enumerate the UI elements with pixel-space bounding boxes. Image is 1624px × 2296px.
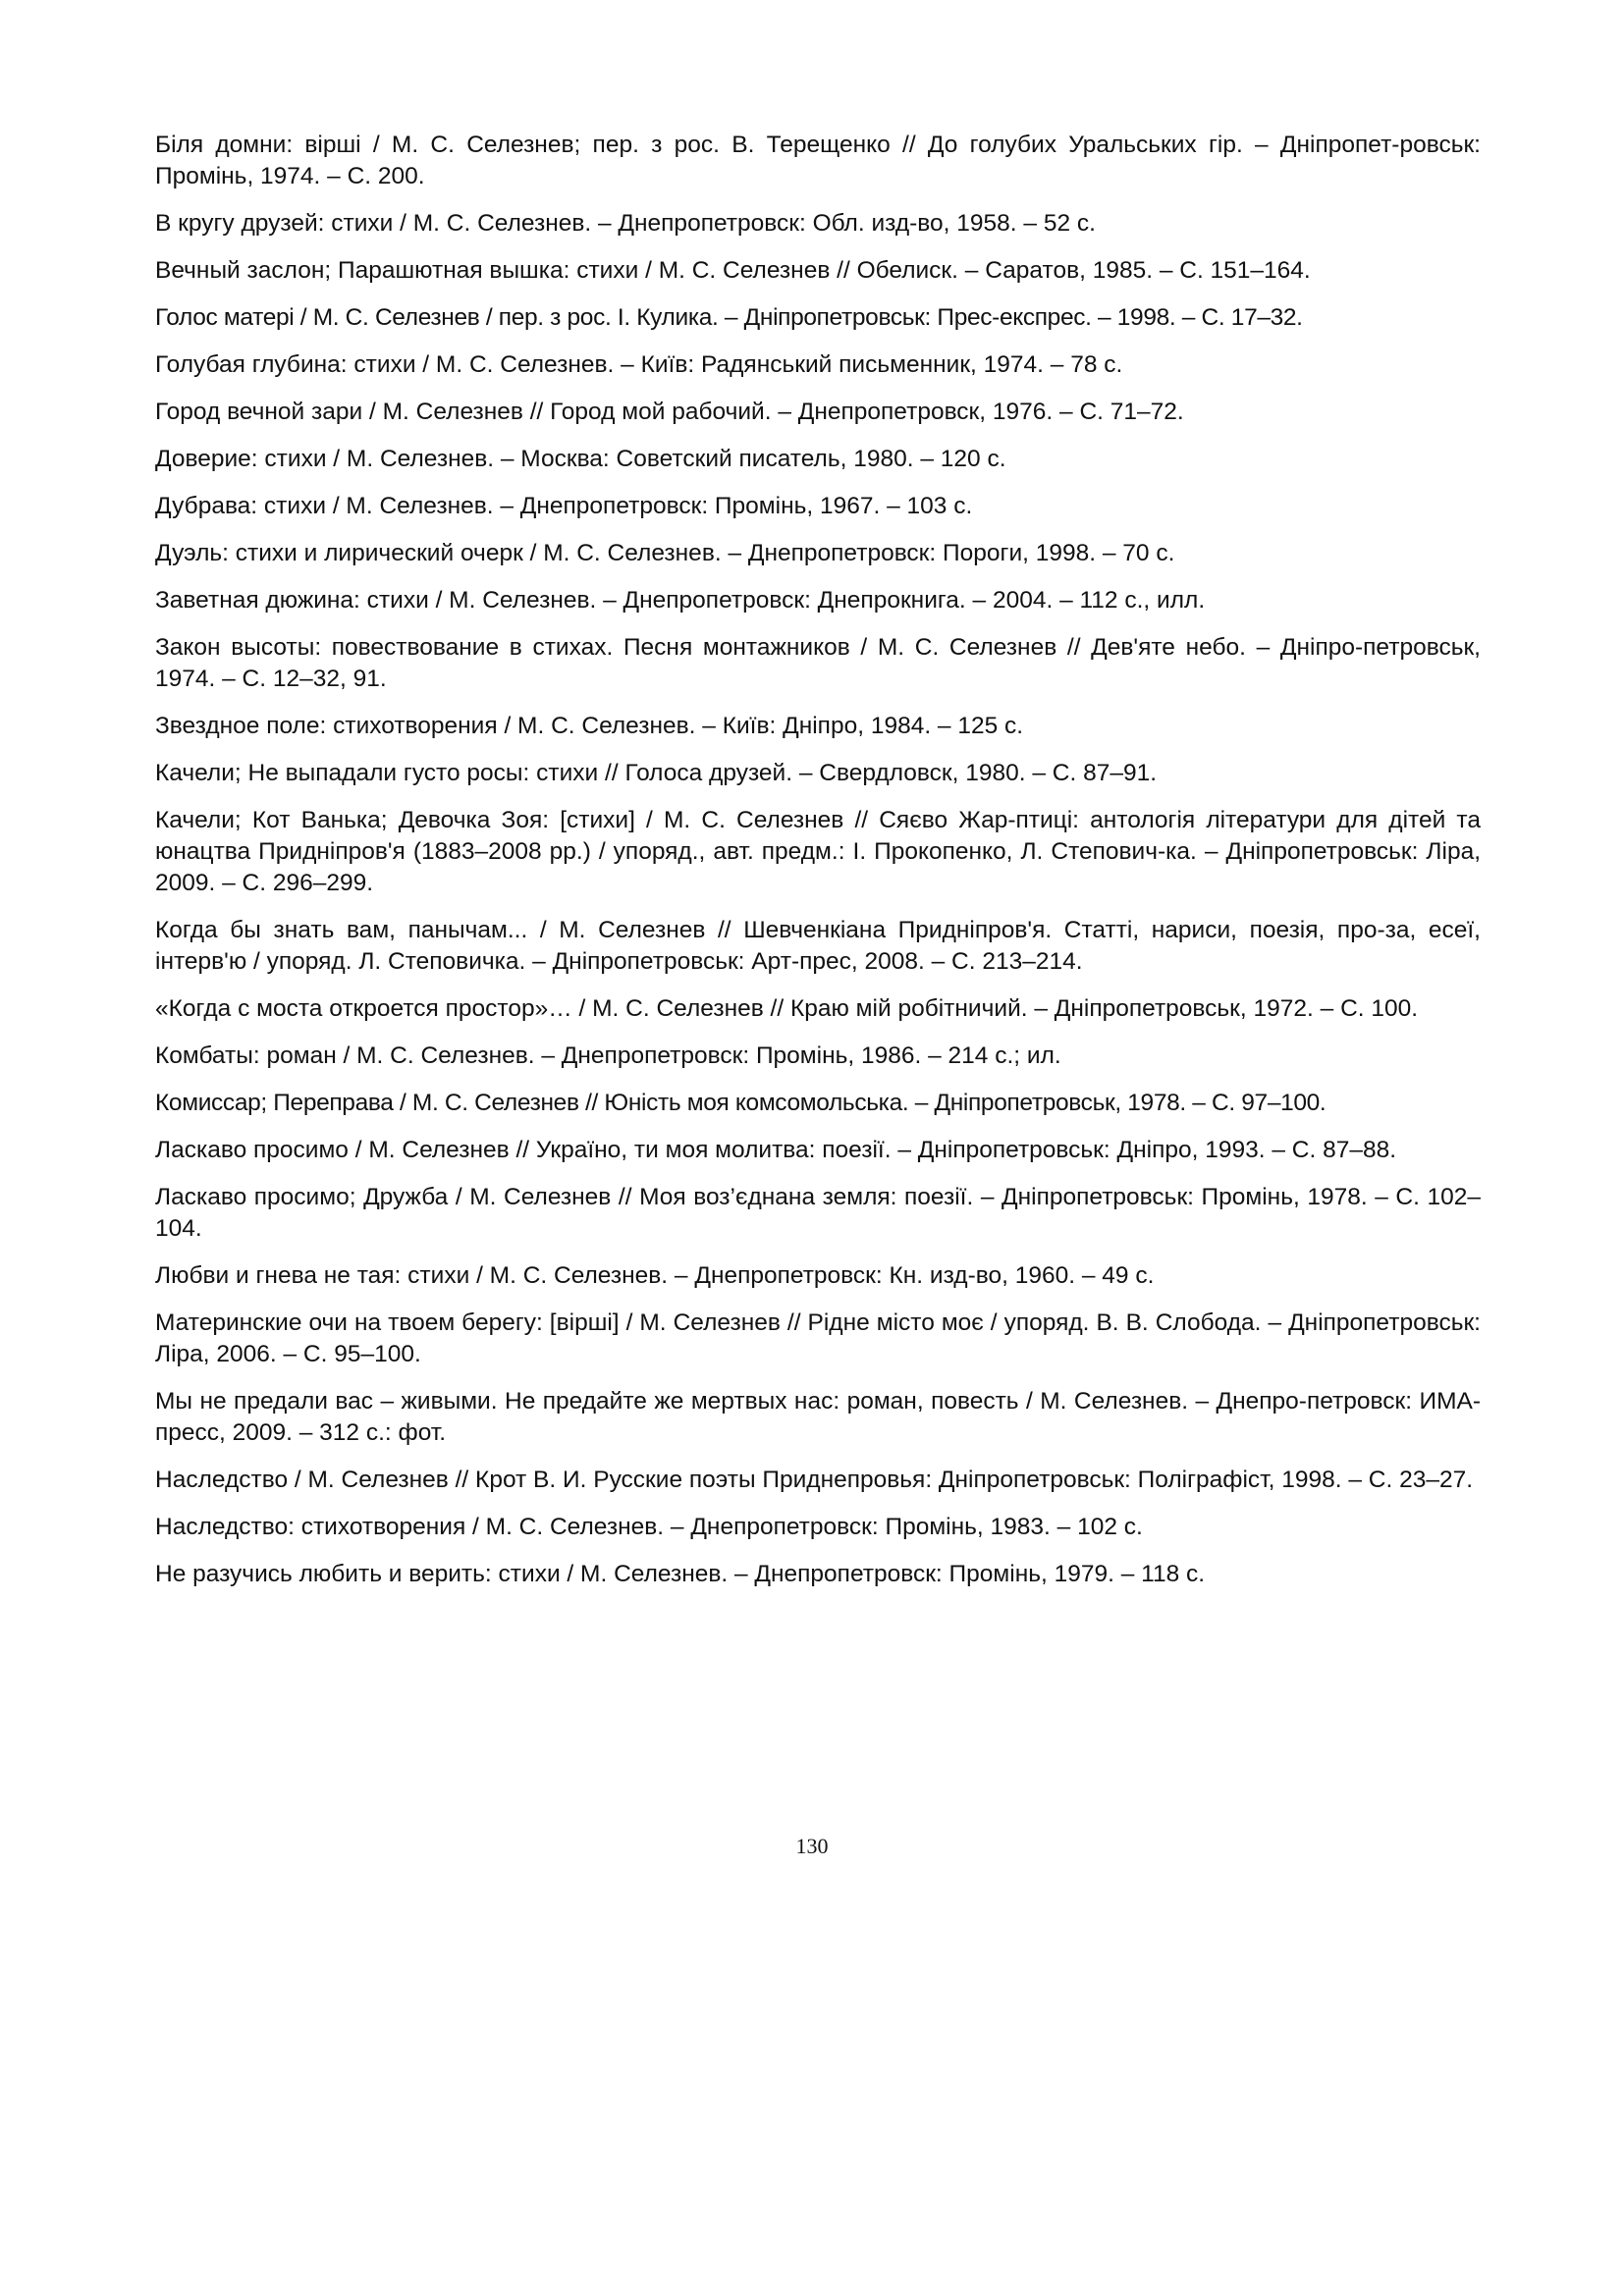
bibliography-entry: Голос матері / М. С. Селезнев / пер. з рос. І. Кулика. – Дніпропетровськ: Прес-експрес. – 1998. – С. 17–32. — [155, 304, 1303, 331]
bibliography-entry: Закон высоты: повествование в стихах. Песня монтажников / М. С. Селезнев // Дев'яте небо. – Дніпро-петровськ, 1974. – С. 12–32, 91. — [155, 634, 1481, 692]
bibliography-entry: Вечный заслон; Парашютная вышка: стихи / М. С. Селезнев // Обелиск. – Саратов, 1985. – С. 151–164. — [155, 257, 1311, 284]
bibliography-entry: Когда бы знать вам, панычам... / М. Селезнев // Шевченкіана Придніпров'я. Статті, нариси, поезія, про-за, есеї, інтерв'ю / упоряд. Л. Степовичка. – Дніпропетровськ: Арт-прес, 2008. – С. 213–214. — [155, 917, 1481, 975]
bibliography-entry: Не разучись любить и верить: стихи / М. Селезнев. – Днепропетровск: Промінь, 1979. – 118 с. — [155, 1561, 1206, 1587]
bibliography-entry: Наследство / М. Селезнев // Крот В. И. Русские поэты Приднепровья: Дніпропетровськ: Поліграфіст, 1998. – С. 23–27. — [155, 1467, 1474, 1493]
bibliography-list — [155, 130, 1481, 1606]
bibliography-entry: Комиссар; Переправа / М. С. Селезнев // Юність моя комсомольська. – Дніпропетровськ, 1978. – С. 97–100. — [155, 1090, 1326, 1116]
bibliography-entry: Материнские очи на твоем берегу: [вірші] / М. Селезнев // Рідне місто моє / упоряд. В. В. Слобода. – Дніпропетровськ: Ліра, 2006. – С. 95–100. — [155, 1309, 1481, 1367]
bibliography-entry: Качели; Не выпадали густо росы: стихи // Голоса друзей. – Свердловск, 1980. – С. 87–91. — [155, 760, 1158, 786]
bibliography-entry: «Когда с моста откроется простор»… / М. С. Селезнев // Краю мій робітничий. – Дніпропетровськ, 1972. – С. 100. — [155, 995, 1419, 1022]
bibliography-entry: Ласкаво просимо; Дружба / М. Селезнев // Моя воз’єднана земля: поезії. – Дніпропетровськ: Промінь, 1978. – С. 102–104. — [155, 1184, 1481, 1242]
bibliography-entry: Комбаты: роман / М. С. Селезнев. – Днепропетровск: Промінь, 1986. – 214 с.; ил. — [155, 1042, 1061, 1069]
bibliography-entry: Голубая глубина: стихи / М. С. Селезнев. – Київ: Радянський письменник, 1974. – 78 с. — [155, 351, 1123, 378]
bibliography-entry: Доверие: стихи / М. Селезнев. – Москва: Советский писатель, 1980. – 120 с. — [155, 446, 1006, 472]
bibliography-entry: В кругу друзей: стихи / М. С. Селезнев. – Днепропетровск: Обл. изд-во, 1958. – 52 с. — [155, 210, 1096, 237]
bibliography-entry: Дубрава: стихи / М. Селезнев. – Днепропетровск: Промінь, 1967. – 103 с. — [155, 493, 973, 519]
bibliography-entry: Ласкаво просимо / М. Селезнев // Україно, ти моя молитва: поезії. – Дніпропетровськ: Дніпро, 1993. – С. 87–88. — [155, 1137, 1396, 1163]
bibliography-entry: Мы не предали вас – живыми. Не предайте же мертвых нас: роман, повесть / М. Селезнев. – Днепро-петровск: ИМА-пресс, 2009. – 312 с.: фот. — [155, 1388, 1481, 1446]
bibliography-entry: Звездное поле: стихотворения / М. С. Селезнев. – Київ: Дніпро, 1984. – 125 с. — [155, 713, 1024, 739]
bibliography-entry: Дуэль: стихи и лирический очерк / М. С. Селезнев. – Днепропетровск: Пороги, 1998. – 70 с. — [155, 540, 1175, 566]
bibliography-entry: Город вечной зари / М. Селезнев // Город мой рабочий. – Днепропетровск, 1976. – С. 71–72. — [155, 399, 1184, 425]
page-number: 130 — [795, 1834, 829, 1858]
bibliography-entry: Качели; Кот Ванька; Девочка Зоя: [стихи] / М. С. Селезнев // Сяєво Жар-птиці: антологія літератури для дітей та юнацтва Придніпров'я (1883–2008 рр.) / упоряд., авт. предм.: І. Прокопенко, Л. Степович-ка. – Дніпропетровськ: Ліра, 2009. – С. 296–299. — [155, 807, 1481, 896]
bibliography-entry: Біля домни: вірші / М. С. Селезнев; пер. з рос. В. Терещенко // До голубих Уральських гір. – Дніпропет-ровськ: Промінь, 1974. – С. 200. — [155, 132, 1481, 189]
bibliography-entry: Наследство: стихотворения / М. С. Селезнев. – Днепропетровск: Промінь, 1983. – 102 с. — [155, 1514, 1143, 1540]
bibliography-entry: Заветная дюжина: стихи / М. Селезнев. – Днепропетровск: Днепрокнига. – 2004. – 112 с., илл. — [155, 587, 1206, 614]
bibliography-entry: Любви и гнева не тая: стихи / М. С. Селезнев. – Днепропетровск: Кн. изд-во, 1960. – 49 с. — [155, 1262, 1155, 1289]
